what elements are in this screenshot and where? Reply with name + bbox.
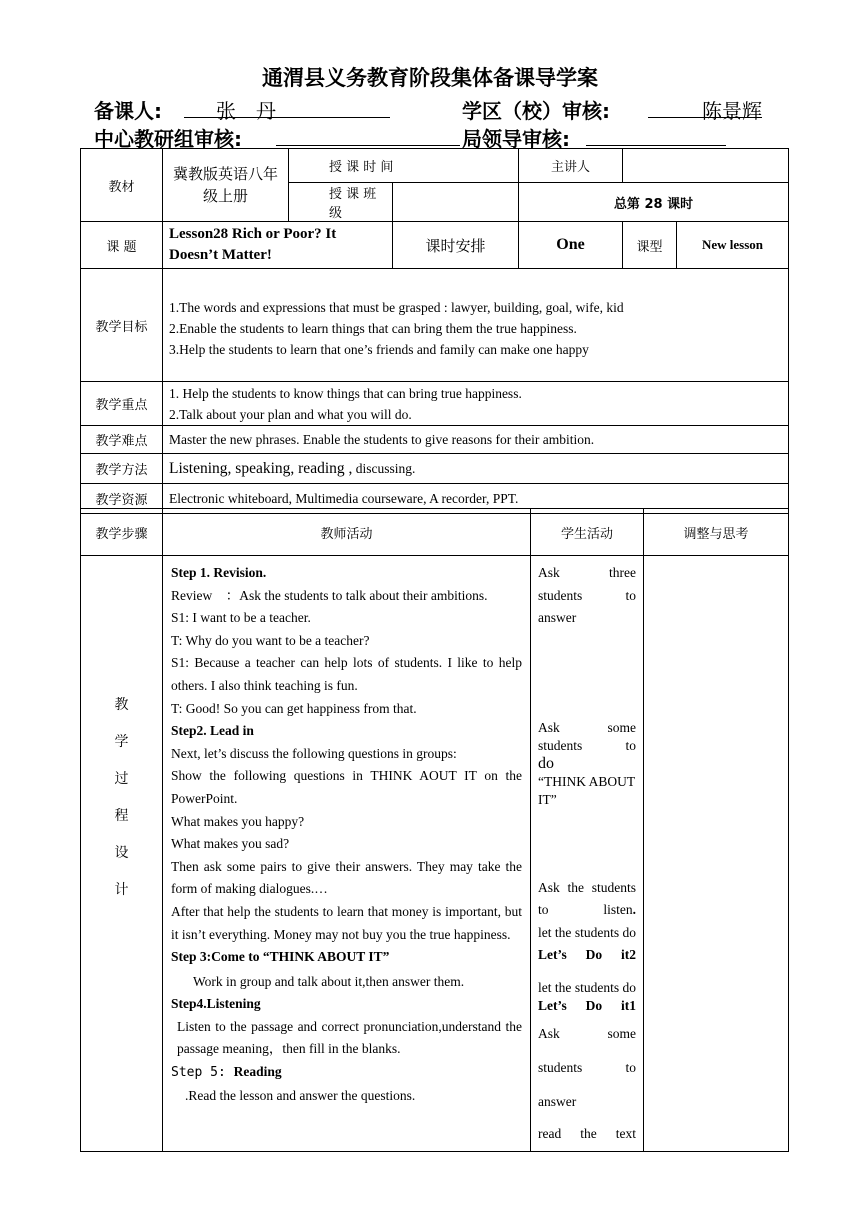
type-value: New lesson: [677, 222, 789, 269]
student-activity-3: [538, 877, 636, 922]
objectives-label: 教学目标: [81, 269, 163, 382]
preparer-label: 备课人:: [94, 99, 162, 123]
step5-prefix: Step 5:: [171, 1065, 234, 1081]
reflection-header: 调整与思考: [644, 509, 789, 556]
district-review-label: 学区（校）审核:: [462, 99, 610, 123]
document-title: 通渭县义务教育阶段集体备课导学案: [262, 66, 598, 90]
student-activity-5: [538, 979, 636, 1015]
step4-text: Listen to the passage and correct pronunciation,understand the passage meaning，then fill in the blanks.: [177, 1018, 522, 1057]
sa2-do: do: [538, 754, 554, 772]
objective-item: 3.Help the students to learn that one’s friends and family can make one happy: [169, 341, 589, 357]
resources-text: Electronic whiteboard, Multimedia courseware, A recorder, PPT.: [163, 484, 789, 514]
dialogue-line: T: Why do you want to be a teacher?: [171, 632, 370, 648]
step2-text: Show the following questions in THINK AOUT IT on the PowerPoint.: [171, 768, 522, 806]
reflection-cell: [644, 556, 789, 1152]
type-label: 课型: [623, 222, 677, 269]
sa2-pre: Ask some students to: [538, 719, 636, 753]
step2-text: Next, let’s discuss the following questions in groups:: [171, 745, 457, 761]
period-count: 总第 28 课时: [519, 183, 789, 222]
district-reviewer-underline: [648, 95, 762, 123]
side-char: 过: [114, 771, 129, 787]
teacher-activity-header: 教师活动: [163, 509, 531, 556]
objective-item: 2.Enable the students to learn things that can bring them the true happiness.: [169, 320, 577, 336]
sa3-pre: Ask the students to listen: [538, 879, 636, 917]
difficulty-label: 教学难点: [81, 426, 163, 454]
topic-value: Lesson28 Rich or Poor? It Doesn’t Matter!: [163, 222, 393, 269]
student-activity-header: 学生活动: [531, 509, 644, 556]
process-side-label: [81, 556, 163, 1152]
process-table: [80, 508, 789, 1152]
side-char: 学: [114, 734, 129, 750]
step1-review: Review ：Ask the students to talk about their ambitions.: [171, 587, 488, 603]
key-point-item: 2.Talk about your plan and what you will do.: [169, 406, 412, 422]
sa4-bold: Let’s Do it2: [538, 947, 636, 962]
dialogue-line: S1: I want to be a teacher.: [171, 610, 311, 626]
student-activity-4: [538, 922, 636, 967]
step3-title: Step 3:Come to “THINK ABOUT IT”: [171, 949, 390, 965]
student-activity-7: read the text: [538, 1125, 636, 1141]
resources-label: 教学资源: [81, 484, 163, 514]
district-reviewer-name: 陈景辉: [702, 99, 762, 123]
question: What makes you sad?: [171, 836, 290, 852]
step5-title: [171, 1061, 522, 1085]
step5-title-text: Reading: [233, 1064, 282, 1080]
step2-text: Then ask some pairs to give their answers. They may take the form of making dialogues.…: [171, 858, 522, 897]
class-label: 授 课 班 级: [289, 183, 393, 222]
key-points-content: [163, 382, 789, 426]
step5-text: .Read the lesson and answer the questions.: [185, 1087, 416, 1103]
schedule-label: 课时安排: [393, 222, 519, 269]
sa4-pre: let the students do: [538, 924, 636, 940]
sa5-pre: let the students do: [538, 979, 636, 995]
objectives-content: [163, 269, 789, 382]
steps-header: 教学步骤: [81, 509, 163, 556]
difficulty-text: Master the new phrases. Enable the students to give reasons for their ambition.: [163, 426, 789, 454]
method-main: Listening, speaking, reading ,: [169, 459, 353, 477]
student-activity-1: Ask three students to answer: [538, 565, 636, 625]
side-char: 教: [114, 697, 129, 713]
step2-text: After that help the students to learn that money is important, but it isn’t everything. Money may not buy you the true happiness.: [171, 903, 522, 942]
bureau-review-underline: [586, 123, 726, 146]
method-tail: discussing.: [352, 460, 416, 476]
sa3-dot: .: [632, 902, 636, 917]
center-review-label: 中心教研组审核:: [94, 127, 242, 151]
textbook-label: 教材: [81, 149, 163, 222]
side-char: 设: [114, 845, 129, 861]
lecturer-label: 主讲人: [519, 149, 623, 183]
student-activity-6: Ask some students to answer: [538, 1025, 636, 1109]
key-points-label: 教学重点: [81, 382, 163, 426]
sa2-post: “THINK ABOUT IT”: [538, 773, 635, 807]
student-activity-2: [538, 719, 636, 809]
student-activity: [531, 556, 644, 1152]
center-review-underline: [276, 123, 460, 146]
textbook-value: 冀教版英语八年级上册: [163, 149, 289, 222]
class-value: [393, 183, 519, 222]
preparer-underline: [184, 95, 390, 123]
method-label: 教学方法: [81, 454, 163, 484]
bureau-review-label: 局领导审核:: [462, 127, 570, 151]
teacher-activity: [163, 556, 531, 1152]
lesson-info-table: [80, 148, 789, 514]
sa5-bold: Let’s Do it1: [538, 997, 636, 1013]
side-char: 计: [114, 882, 129, 898]
schedule-value: One: [519, 222, 623, 269]
time-label: 授 课 时 间: [289, 149, 519, 183]
topic-label: 课 题: [81, 222, 163, 269]
step4-title: Step4.Listening: [171, 996, 261, 1012]
key-point-item: 1. Help the students to know things that can bring true happiness.: [169, 385, 522, 401]
dialogue-line: T: Good! So you can get happiness from that.: [171, 700, 417, 716]
step3-text: Work in group and talk about it,then answer them.: [193, 973, 465, 989]
step2-title: Step2. Lead in: [171, 723, 254, 739]
objective-item: 1.The words and expressions that must be grasped : lawyer, building, goal, wife, kid: [169, 299, 624, 315]
preparer-name: 张 丹: [216, 99, 276, 123]
side-char: 程: [114, 808, 129, 824]
question: What makes you happy?: [171, 813, 305, 829]
method-content: [163, 454, 789, 484]
step1-title: Step 1. Revision.: [171, 565, 267, 580]
dialogue-line: S1: Because a teacher can help lots of students. I like to help others. I also think teaching is fun.: [171, 655, 522, 693]
lecturer-value: [623, 149, 789, 183]
